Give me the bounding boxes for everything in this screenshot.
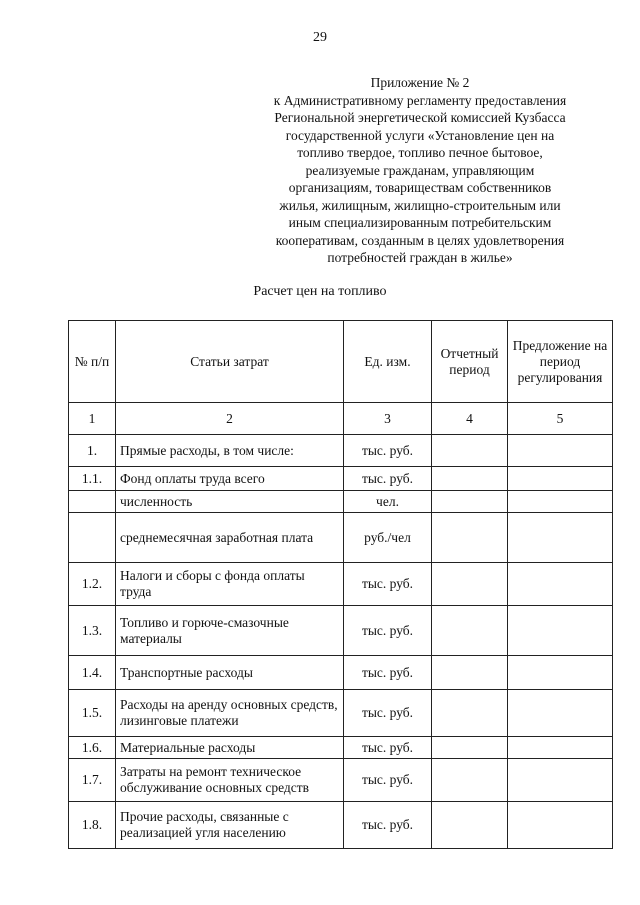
row-item: среднемесячная заработная плата	[116, 513, 344, 563]
page-number: 29	[313, 30, 327, 45]
table-row	[69, 802, 613, 849]
row-reported-value	[432, 656, 508, 690]
row-proposal-value	[508, 656, 613, 690]
table-row	[69, 513, 613, 563]
table-row	[69, 606, 613, 656]
row-item: Транспортные расходы	[116, 656, 344, 690]
appendix-line: кооперативам, созданным в целях удовлетворения	[275, 232, 565, 248]
column-number: 2	[116, 403, 344, 435]
row-reported-value	[432, 491, 508, 513]
row-unit: тыс. руб.	[344, 802, 432, 849]
row-unit: тыс. руб.	[344, 690, 432, 737]
row-item: Топливо и горюче-смазочные материалы	[116, 606, 344, 656]
row-reported-value	[432, 690, 508, 737]
row-proposal-value	[508, 606, 613, 656]
row-reported-value	[432, 467, 508, 491]
header-proposal: Предложение на период регулирования	[508, 321, 613, 403]
document-title: Расчет цен на топливо	[253, 284, 387, 299]
row-unit: тыс. руб.	[344, 656, 432, 690]
row-proposal-value	[508, 491, 613, 513]
appendix-line: организациям, товариществам собственников	[288, 180, 552, 195]
table-row	[69, 759, 613, 802]
table-row	[69, 435, 613, 467]
column-number-row	[69, 403, 613, 435]
row-number: 1.4.	[69, 656, 116, 690]
row-reported-value	[432, 737, 508, 759]
appendix-line: потребностей граждан в жилье»	[327, 250, 513, 265]
row-proposal-value	[508, 467, 613, 491]
row-number: 1.6.	[69, 737, 116, 759]
row-proposal-value	[508, 759, 613, 802]
column-number: 4	[432, 403, 508, 435]
table-row	[69, 656, 613, 690]
row-reported-value	[432, 802, 508, 849]
row-proposal-value	[508, 513, 613, 563]
table-header-row	[69, 321, 613, 403]
row-unit: тыс. руб.	[344, 759, 432, 802]
row-reported-value	[432, 435, 508, 467]
row-unit: тыс. руб.	[344, 467, 432, 491]
appendix-header	[240, 74, 600, 267]
table-row	[69, 491, 613, 513]
header-unit: Ед. изм.	[344, 321, 432, 403]
row-unit: тыс. руб.	[344, 737, 432, 759]
row-unit: тыс. руб.	[344, 606, 432, 656]
row-number	[69, 491, 116, 513]
appendix-line: жилья, жилищным, жилищно-строительным или	[279, 197, 561, 213]
row-reported-value	[432, 759, 508, 802]
table-row	[69, 563, 613, 606]
row-unit: тыс. руб.	[344, 435, 432, 467]
row-number	[69, 513, 116, 563]
row-number: 1.1.	[69, 467, 116, 491]
appendix-line: иным специализированным потребительским	[288, 215, 552, 230]
row-unit: чел.	[344, 491, 432, 513]
row-item: Расходы на аренду основных средств, лизинговые платежи	[116, 690, 344, 737]
column-number: 1	[69, 403, 116, 435]
row-item: Фонд оплаты труда всего	[116, 467, 344, 491]
appendix-line: к Административному регламенту предоставления	[273, 92, 567, 108]
row-number: 1.2.	[69, 563, 116, 606]
row-proposal-value	[508, 802, 613, 849]
column-number: 5	[508, 403, 613, 435]
row-reported-value	[432, 513, 508, 563]
row-proposal-value	[508, 563, 613, 606]
row-reported-value	[432, 606, 508, 656]
appendix-line: государственной услуги «Установление цен на	[285, 127, 555, 143]
row-number: 1.7.	[69, 759, 116, 802]
table-row	[69, 467, 613, 491]
appendix-line: реализуемые гражданам, управляющим	[305, 162, 535, 178]
table-row	[69, 690, 613, 737]
row-reported-value	[432, 563, 508, 606]
appendix-line: Региональной энергетической комиссией Кузбасса	[274, 110, 566, 125]
row-number: 1.3.	[69, 606, 116, 656]
row-proposal-value	[508, 435, 613, 467]
row-unit: тыс. руб.	[344, 563, 432, 606]
appendix-line: топливо твердое, топливо печное бытовое,	[297, 145, 543, 160]
row-number: 1.	[69, 435, 116, 467]
header-item: Статьи затрат	[116, 321, 344, 403]
appendix-line: Приложение № 2	[370, 75, 470, 90]
row-number: 1.5.	[69, 690, 116, 737]
row-proposal-value	[508, 690, 613, 737]
row-item: Материальные расходы	[116, 737, 344, 759]
row-unit: руб./чел	[344, 513, 432, 563]
row-item: численность	[116, 491, 344, 513]
row-item: Прямые расходы, в том числе:	[116, 435, 344, 467]
column-number: 3	[344, 403, 432, 435]
row-item: Прочие расходы, связанные с реализацией угля населению	[116, 802, 344, 849]
row-item: Налоги и сборы с фонда оплаты труда	[116, 563, 344, 606]
table-row	[69, 737, 613, 759]
row-number: 1.8.	[69, 802, 116, 849]
fuel-price-table	[68, 320, 613, 849]
header-reported: Отчетный период	[432, 321, 508, 403]
row-proposal-value	[508, 737, 613, 759]
row-item: Затраты на ремонт техническое обслуживание основных средств	[116, 759, 344, 802]
header-num: № п/п	[69, 321, 116, 403]
